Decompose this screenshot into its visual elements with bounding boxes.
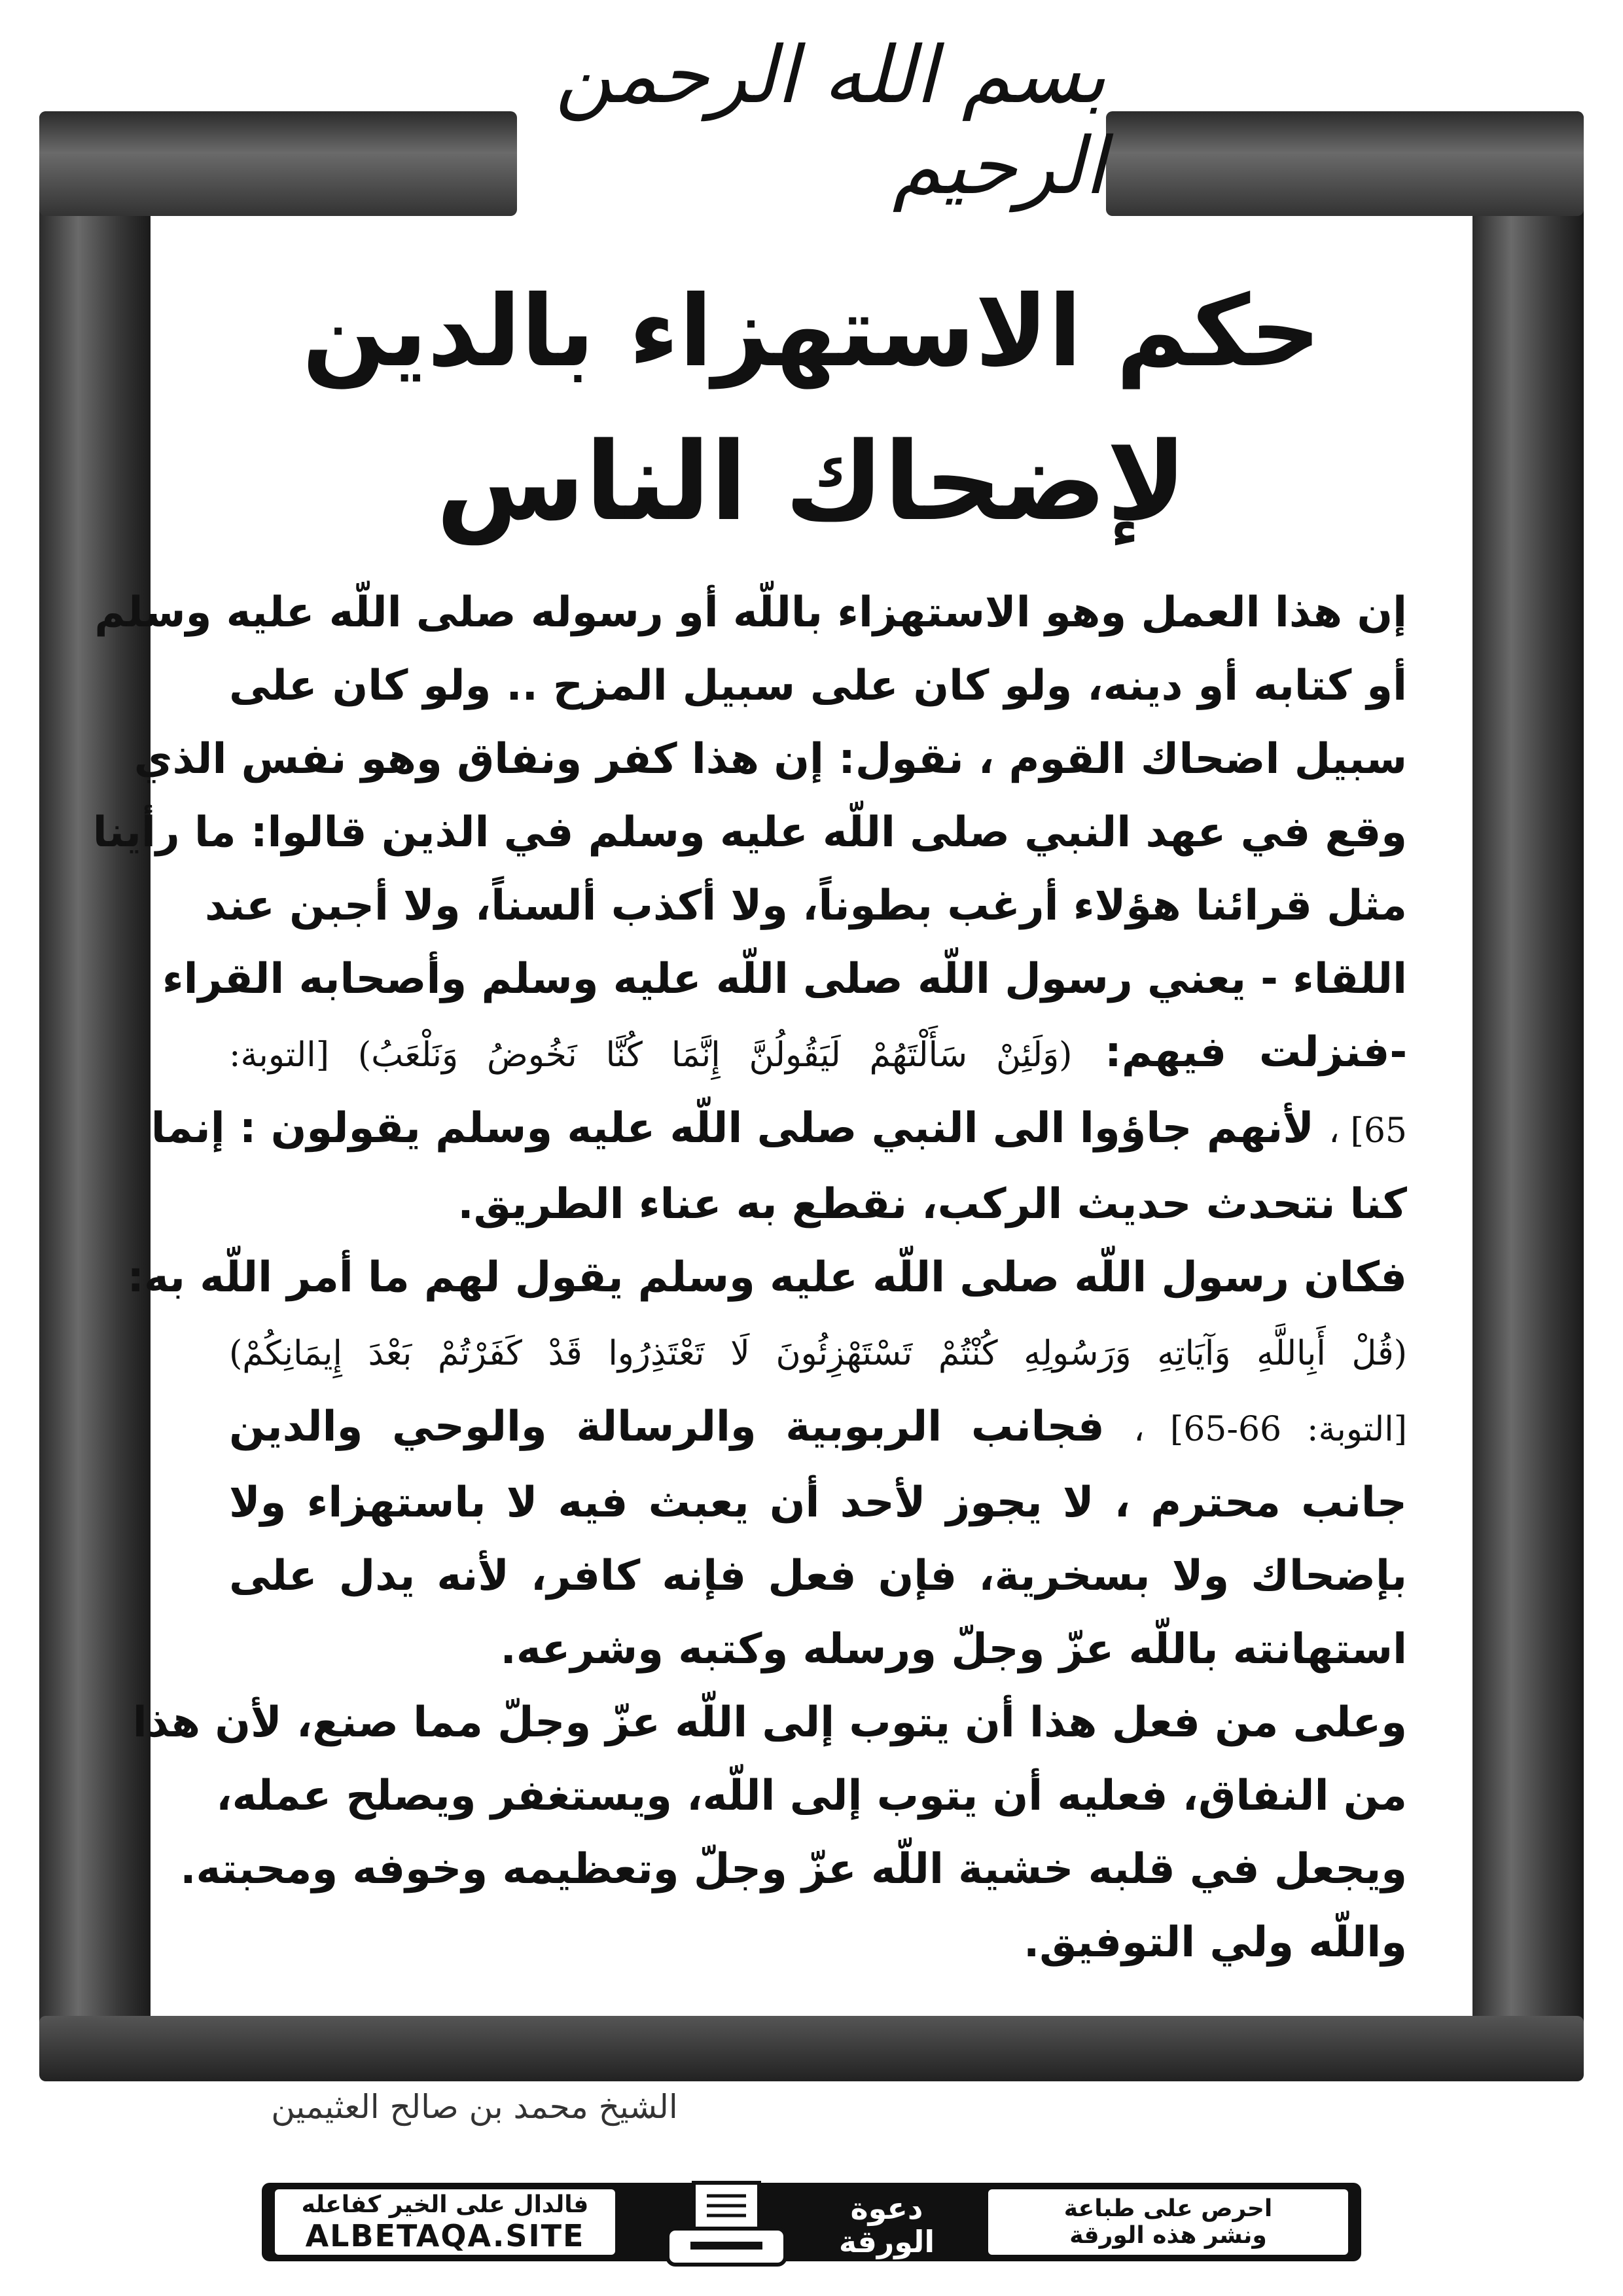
body-text: لأنهم جاؤوا الى النبي صلى اللّه عليه وسلم يقولون : إنما [151,1104,1314,1153]
body-line: وقع في عهد النبي صلى اللّه عليه وسلم في الذين قالوا: ما رأينا [92,808,1407,857]
article-body [92,576,1408,1979]
body-line: اللقاء - يعني رسول اللّه صلى اللّه عليه وسلم وأصحابه القراء [162,955,1407,1003]
body-line: وعلى من فعل هذا أن يتوب إلى اللّه عزّ وجلّ مما صنع، لأن هذا [132,1698,1407,1747]
body-line [229,1314,1407,1390]
footer-print-line1: احرص على طباعة [1063,2195,1273,2222]
basmala-calligraphy: بسم الله الرحمن الرحيم [555,30,1106,212]
body-line: فكان رسول اللّه صلى اللّه عليه وسلم يقول لهم ما أمر اللّه به: [127,1253,1407,1302]
frame-bottom-bar [39,2016,1584,2081]
body-line: مثل قرائنا هؤلاء أرغب بطوناً، ولا أكذب ألسناً، ولا أجبن عند [205,882,1407,930]
footer-print-line2: ونشر هذه الورقة [1069,2222,1267,2249]
frame-top-right-bar [1106,111,1584,216]
body-line: استهانته باللّه عزّ وجلّ ورسله وكتبه وشرعه. [500,1625,1407,1674]
footer-website-box [275,2189,615,2255]
body-line: إن هذا العمل وهو الاستهزاء باللّه أو رسوله صلى اللّه عليه وسلم [94,588,1407,637]
body-line: بإضحاك ولا بسخرية، فإن فعل فإنه كافر، لأنه يدل على [229,1552,1407,1600]
body-line: واللّه ولي التوفيق. [1023,1918,1407,1967]
footer-website: ALBETAQA.SITE [305,2217,585,2253]
logo-text-top: دعوة [850,2191,923,2227]
footer-slogan: فالدال على الخير كفاعله [301,2191,589,2218]
page-title: حكم الاستهزاء بالدين [302,275,1321,389]
body-line: ويجعل في قلبه خشية اللّه عزّ وجلّ وتعظيمه وخوفه ومحبته. [180,1845,1407,1893]
body-text: -فنزلت فيهم: [1105,1028,1408,1077]
quran-verse: (قُلْ أَبِاللَّهِ وَآيَاتِهِ وَرَسُولِهِ كُنْتُمْ تَسْتَهْزِئُونَ لَا تَعْتَذِرُوا قَدْ كَفَرْتُمْ بَعْدَ إِيمَانِكُمْ) [229,1334,1407,1373]
body-line: جانب محترم ، لا يجوز لأحد أن يعبث فيه لا باستهزاء ولا [229,1479,1407,1527]
logo-text-bottom: الورقة [838,2224,935,2259]
body-line: كنا نتحدث حديث الركب، نقطع به عناء الطريق. [457,1180,1407,1229]
body-line [151,1092,1407,1168]
author-signature: الشيخ محمد بن صالح العثيمين [271,2088,678,2126]
verse-reference: [التوبة: 66-65] ، [1133,1410,1407,1449]
page-subtitle: لإضحاك الناس [436,419,1187,545]
body-line [229,1390,1407,1466]
frame-right-bar [1472,111,1584,2075]
quran-verse: (وَلَئِنْ سَأَلْتَهُمْ لَيَقُولُنَّ إِنَّمَا كُنَّا نَخُوضُ وَنَلْعَبُ) [التوبة: [229,1035,1073,1075]
printer-icon [661,2179,792,2271]
verse-reference: 65] ، [1329,1111,1407,1151]
body-line: من النفاق، فعليه أن يتوب إلى اللّه، ويستغفر ويصلح عمله، [216,1772,1407,1820]
body-line: أو كتابه أو دينه، ولو كان على سبيل المزح .. ولو كان على [229,662,1407,710]
footer-print-box [988,2189,1348,2255]
body-line: سبيل اضحاك القوم ، نقول: إن هذا كفر ونفاق وهو نفس الذي [134,735,1407,783]
body-line [229,1016,1407,1092]
body-text: فجانب الربوبية والرسالة والوحي والدين [229,1403,1105,1451]
frame-top-left-bar [39,111,517,216]
frame-left-bar [39,111,151,2075]
logo [825,2179,949,2271]
